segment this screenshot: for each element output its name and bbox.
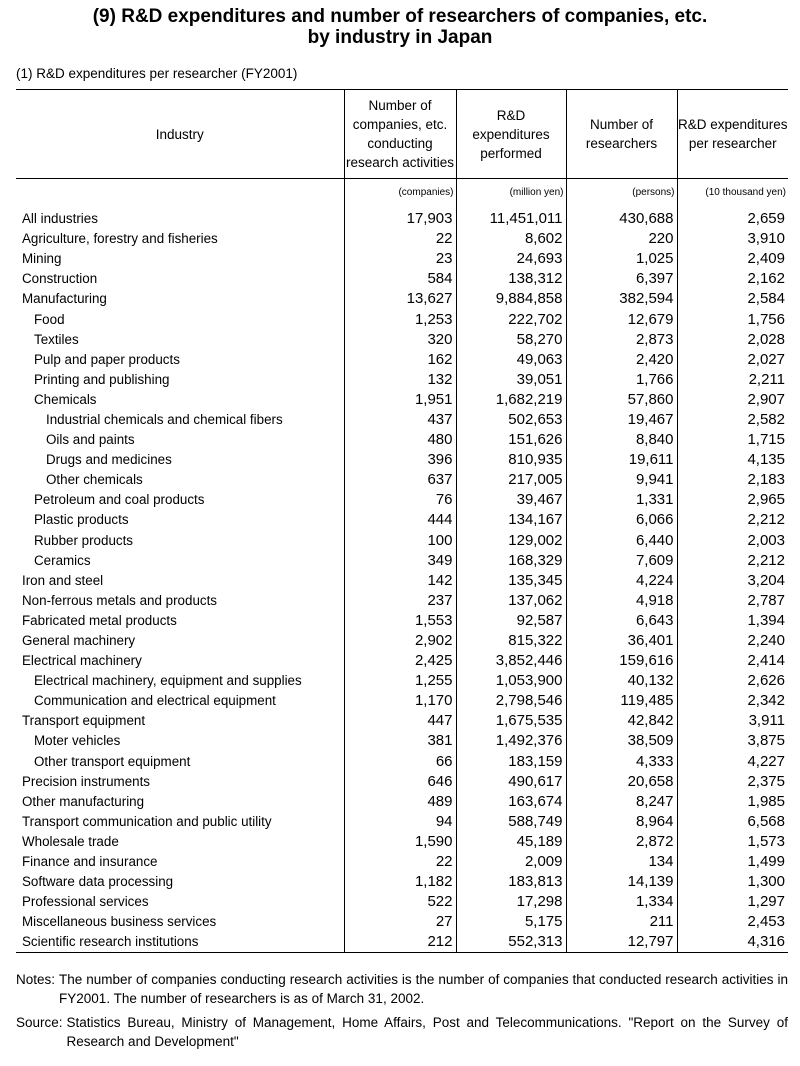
per-researcher-cell: 2,659 (677, 205, 788, 229)
companies-cell: 22 (344, 229, 456, 249)
companies-cell: 447 (344, 711, 456, 731)
unit-companies: (companies) (344, 179, 456, 206)
table-row (16, 249, 788, 269)
per-researcher-cell: 2,375 (677, 772, 788, 792)
industry-cell: Communication and electrical equipment (34, 693, 276, 709)
researchers-cell: 1,334 (566, 892, 677, 912)
per-researcher-cell: 2,965 (677, 490, 788, 510)
table-row (16, 892, 788, 912)
companies-cell: 162 (344, 350, 456, 370)
industry-cell: Agriculture, forestry and fisheries (22, 231, 218, 247)
industry-cell: Software data processing (22, 874, 174, 890)
per-researcher-cell: 2,342 (677, 691, 788, 711)
per-researcher-cell: 3,204 (677, 571, 788, 591)
table-subtitle: (1) R&D expenditures per researcher (FY2001) (16, 66, 298, 81)
header-per-researcher: R&D expenditures per researcher (677, 90, 788, 179)
expenditures-cell: 183,159 (456, 752, 566, 772)
industry-cell: All industries (22, 211, 98, 227)
companies-cell: 1,253 (344, 309, 456, 329)
per-researcher-cell: 2,453 (677, 912, 788, 932)
industry-cell: Petroleum and coal products (34, 492, 205, 508)
table-row (16, 350, 788, 370)
researchers-cell: 14,139 (566, 872, 677, 892)
industry-cell: Electrical machinery, equipment and supplies (34, 673, 302, 689)
companies-cell: 2,425 (344, 651, 456, 671)
researchers-cell: 4,333 (566, 752, 677, 772)
header-row (16, 90, 788, 179)
per-researcher-cell: 2,787 (677, 591, 788, 611)
expenditures-cell: 138,312 (456, 269, 566, 289)
companies-cell: 1,170 (344, 691, 456, 711)
researchers-cell: 4,224 (566, 571, 677, 591)
industry-cell: Other chemicals (46, 472, 143, 488)
companies-cell: 349 (344, 551, 456, 571)
companies-cell: 444 (344, 510, 456, 530)
companies-cell: 480 (344, 430, 456, 450)
expenditures-cell: 2,798,546 (456, 691, 566, 711)
companies-cell: 17,903 (344, 205, 456, 229)
per-researcher-cell: 2,409 (677, 249, 788, 269)
table-row (16, 571, 788, 591)
expenditures-cell: 45,189 (456, 832, 566, 852)
header-researchers: Number of researchers (566, 90, 677, 179)
researchers-cell: 159,616 (566, 651, 677, 671)
per-researcher-cell: 2,414 (677, 651, 788, 671)
per-researcher-cell: 2,027 (677, 350, 788, 370)
companies-cell: 522 (344, 892, 456, 912)
researchers-cell: 36,401 (566, 631, 677, 651)
table-row (16, 731, 788, 751)
companies-cell: 1,553 (344, 611, 456, 631)
expenditures-cell: 24,693 (456, 249, 566, 269)
table-row (16, 229, 788, 249)
companies-cell: 237 (344, 591, 456, 611)
table-row (16, 430, 788, 450)
source-paragraph (16, 1013, 788, 1051)
companies-cell: 489 (344, 792, 456, 812)
expenditures-cell: 815,322 (456, 631, 566, 651)
per-researcher-cell: 1,715 (677, 430, 788, 450)
industry-cell: Printing and publishing (34, 371, 170, 387)
expenditures-cell: 1,492,376 (456, 731, 566, 751)
expenditures-cell: 135,345 (456, 571, 566, 591)
table-row (16, 611, 788, 631)
per-researcher-cell: 2,240 (677, 631, 788, 651)
notes-text: The number of companies conducting research activities is the number of companies that conducted research activities in FY2001. The number of researchers is as of March 31, 2002. (59, 972, 788, 1006)
table-row (16, 812, 788, 832)
researchers-cell: 1,331 (566, 490, 677, 510)
table-row (16, 932, 788, 953)
expenditures-cell: 183,813 (456, 872, 566, 892)
companies-cell: 13,627 (344, 289, 456, 309)
expenditures-cell: 39,051 (456, 370, 566, 390)
industry-cell: General machinery (22, 633, 136, 649)
per-researcher-cell: 2,626 (677, 671, 788, 691)
industry-cell: Oils and paints (46, 432, 135, 448)
expenditures-cell: 163,674 (456, 792, 566, 812)
table-row (16, 370, 788, 390)
rd-table (16, 89, 788, 953)
researchers-cell: 2,872 (566, 832, 677, 852)
table-row (16, 490, 788, 510)
expenditures-cell: 1,682,219 (456, 390, 566, 410)
header-companies: Number of companies, etc. conducting research activities (344, 90, 456, 179)
per-researcher-cell: 2,211 (677, 370, 788, 390)
table-row (16, 752, 788, 772)
table-row (16, 651, 788, 671)
units-row (16, 179, 788, 206)
expenditures-cell: 490,617 (456, 772, 566, 792)
table-row (16, 470, 788, 490)
researchers-cell: 9,941 (566, 470, 677, 490)
table-row (16, 912, 788, 932)
expenditures-cell: 11,451,011 (456, 205, 566, 229)
expenditures-cell: 17,298 (456, 892, 566, 912)
expenditures-cell: 92,587 (456, 611, 566, 631)
per-researcher-cell: 1,573 (677, 832, 788, 852)
per-researcher-cell: 2,183 (677, 470, 788, 490)
companies-cell: 1,255 (344, 671, 456, 691)
companies-cell: 27 (344, 912, 456, 932)
per-researcher-cell: 3,910 (677, 229, 788, 249)
table-row (16, 671, 788, 691)
industry-cell: Other transport equipment (34, 753, 191, 769)
companies-cell: 1,182 (344, 872, 456, 892)
industry-cell: Transport communication and public utility (22, 813, 272, 829)
researchers-cell: 57,860 (566, 390, 677, 410)
companies-cell: 76 (344, 490, 456, 510)
table-row (16, 551, 788, 571)
researchers-cell: 1,025 (566, 249, 677, 269)
industry-cell: Electrical machinery (22, 653, 142, 669)
per-researcher-cell: 1,756 (677, 309, 788, 329)
unit-per-researcher: (10 thousand yen) (677, 179, 788, 206)
page-title (0, 6, 800, 48)
per-researcher-cell: 3,911 (677, 711, 788, 731)
researchers-cell: 19,611 (566, 450, 677, 470)
researchers-cell: 38,509 (566, 731, 677, 751)
table-row (16, 289, 788, 309)
companies-cell: 23 (344, 249, 456, 269)
source-label: Source: (16, 1015, 63, 1030)
companies-cell: 646 (344, 772, 456, 792)
expenditures-cell: 49,063 (456, 350, 566, 370)
expenditures-cell: 39,467 (456, 490, 566, 510)
expenditures-cell: 217,005 (456, 470, 566, 490)
researchers-cell: 7,609 (566, 551, 677, 571)
expenditures-cell: 129,002 (456, 531, 566, 551)
industry-cell: Miscellaneous business services (22, 914, 217, 930)
researchers-cell: 2,873 (566, 330, 677, 350)
researchers-cell: 8,840 (566, 430, 677, 450)
per-researcher-cell: 1,985 (677, 792, 788, 812)
industry-cell: Textiles (34, 331, 79, 347)
table-row (16, 711, 788, 731)
expenditures-cell: 222,702 (456, 309, 566, 329)
companies-cell: 2,902 (344, 631, 456, 651)
per-researcher-cell: 1,297 (677, 892, 788, 912)
expenditures-cell: 168,329 (456, 551, 566, 571)
per-researcher-cell: 3,875 (677, 731, 788, 751)
industry-cell: Non-ferrous metals and products (22, 592, 218, 608)
table-row (16, 691, 788, 711)
table-row (16, 531, 788, 551)
researchers-cell: 42,842 (566, 711, 677, 731)
notes-paragraph (16, 970, 788, 1008)
companies-cell: 142 (344, 571, 456, 591)
researchers-cell: 4,918 (566, 591, 677, 611)
industry-cell: Ceramics (34, 552, 91, 568)
per-researcher-cell: 4,316 (677, 932, 788, 953)
per-researcher-cell: 1,499 (677, 852, 788, 872)
table-row (16, 330, 788, 350)
source-text: Statistics Bureau, Ministry of Management, Home Affairs, Post and Telecommunications. "Report on the Survey of Research and Development" (66, 1015, 788, 1049)
companies-cell: 1,590 (344, 832, 456, 852)
industry-cell: Construction (22, 271, 98, 287)
expenditures-cell: 502,653 (456, 410, 566, 430)
expenditures-cell: 1,053,900 (456, 671, 566, 691)
table-row (16, 309, 788, 329)
per-researcher-cell: 2,584 (677, 289, 788, 309)
table-row (16, 390, 788, 410)
expenditures-cell: 588,749 (456, 812, 566, 832)
industry-cell: Iron and steel (22, 572, 104, 588)
notes-label: Notes: (16, 972, 56, 987)
researchers-cell: 211 (566, 912, 677, 932)
per-researcher-cell: 1,300 (677, 872, 788, 892)
table-row (16, 205, 788, 229)
researchers-cell: 6,643 (566, 611, 677, 631)
per-researcher-cell: 2,162 (677, 269, 788, 289)
per-researcher-cell: 2,212 (677, 551, 788, 571)
table-row (16, 872, 788, 892)
expenditures-cell: 3,852,446 (456, 651, 566, 671)
per-researcher-cell: 2,582 (677, 410, 788, 430)
companies-cell: 637 (344, 470, 456, 490)
companies-cell: 100 (344, 531, 456, 551)
expenditures-cell: 137,062 (456, 591, 566, 611)
researchers-cell: 8,247 (566, 792, 677, 812)
industry-cell: Rubber products (34, 532, 133, 548)
researchers-cell: 220 (566, 229, 677, 249)
researchers-cell: 6,440 (566, 531, 677, 551)
page-title-line-2: by industry in Japan (307, 27, 493, 48)
industry-cell: Finance and insurance (22, 854, 158, 870)
industry-cell: Plastic products (34, 512, 129, 528)
table-row (16, 631, 788, 651)
researchers-cell: 430,688 (566, 205, 677, 229)
expenditures-cell: 134,167 (456, 510, 566, 530)
industry-cell: Other manufacturing (22, 793, 145, 809)
industry-cell: Moter vehicles (34, 733, 121, 749)
companies-cell: 66 (344, 752, 456, 772)
researchers-cell: 12,679 (566, 309, 677, 329)
page-title-line-1: (9) R&D expenditures and number of researchers of companies, etc. (92, 6, 708, 27)
header-industry: Industry (16, 90, 344, 179)
companies-cell: 396 (344, 450, 456, 470)
industry-cell: Wholesale trade (22, 833, 119, 849)
expenditures-cell: 552,313 (456, 932, 566, 953)
per-researcher-cell: 2,907 (677, 390, 788, 410)
researchers-cell: 6,397 (566, 269, 677, 289)
per-researcher-cell: 2,003 (677, 531, 788, 551)
expenditures-cell: 58,270 (456, 330, 566, 350)
industry-cell: Fabricated metal products (22, 612, 177, 628)
expenditures-cell: 9,884,858 (456, 289, 566, 309)
companies-cell: 22 (344, 852, 456, 872)
companies-cell: 437 (344, 410, 456, 430)
researchers-cell: 8,964 (566, 812, 677, 832)
researchers-cell: 2,420 (566, 350, 677, 370)
table-row (16, 410, 788, 430)
companies-cell: 132 (344, 370, 456, 390)
table-row (16, 269, 788, 289)
researchers-cell: 19,467 (566, 410, 677, 430)
researchers-cell: 12,797 (566, 932, 677, 953)
per-researcher-cell: 2,028 (677, 330, 788, 350)
expenditures-cell: 2,009 (456, 852, 566, 872)
table-row (16, 772, 788, 792)
industry-cell: Precision instruments (22, 773, 151, 789)
industry-cell: Chemicals (34, 391, 97, 407)
industry-cell: Transport equipment (22, 713, 146, 729)
per-researcher-cell: 6,568 (677, 812, 788, 832)
unit-expenditures: (million yen) (456, 179, 566, 206)
unit-industry (16, 179, 344, 206)
industry-cell: Scientific research institutions (16, 932, 344, 953)
researchers-cell: 134 (566, 852, 677, 872)
expenditures-cell: 8,602 (456, 229, 566, 249)
expenditures-cell: 5,175 (456, 912, 566, 932)
companies-cell: 381 (344, 731, 456, 751)
table-row (16, 510, 788, 530)
researchers-cell: 20,658 (566, 772, 677, 792)
footnotes (16, 970, 788, 1056)
industry-cell: Food (34, 311, 65, 327)
table-body (16, 205, 788, 953)
industry-cell: Industrial chemicals and chemical fibers (46, 411, 283, 427)
researchers-cell: 1,766 (566, 370, 677, 390)
table-row (16, 852, 788, 872)
researchers-cell: 382,594 (566, 289, 677, 309)
expenditures-cell: 151,626 (456, 430, 566, 450)
industry-cell: Mining (22, 251, 62, 267)
expenditures-cell: 1,675,535 (456, 711, 566, 731)
per-researcher-cell: 4,135 (677, 450, 788, 470)
unit-researchers: (persons) (566, 179, 677, 206)
researchers-cell: 6,066 (566, 510, 677, 530)
industry-cell: Drugs and medicines (46, 452, 172, 468)
expenditures-cell: 810,935 (456, 450, 566, 470)
per-researcher-cell: 4,227 (677, 752, 788, 772)
industry-cell: Professional services (22, 894, 149, 910)
researchers-cell: 40,132 (566, 671, 677, 691)
table-row (16, 792, 788, 812)
header-expenditures: R&D expenditures performed (456, 90, 566, 179)
companies-cell: 1,951 (344, 390, 456, 410)
researchers-cell: 119,485 (566, 691, 677, 711)
per-researcher-cell: 2,212 (677, 510, 788, 530)
table-row (16, 450, 788, 470)
industry-cell: Manufacturing (22, 291, 107, 307)
table-row (16, 591, 788, 611)
companies-cell: 320 (344, 330, 456, 350)
per-researcher-cell: 1,394 (677, 611, 788, 631)
companies-cell: 212 (344, 932, 456, 953)
industry-cell: Pulp and paper products (34, 351, 180, 367)
companies-cell: 94 (344, 812, 456, 832)
companies-cell: 584 (344, 269, 456, 289)
table-row (16, 832, 788, 852)
